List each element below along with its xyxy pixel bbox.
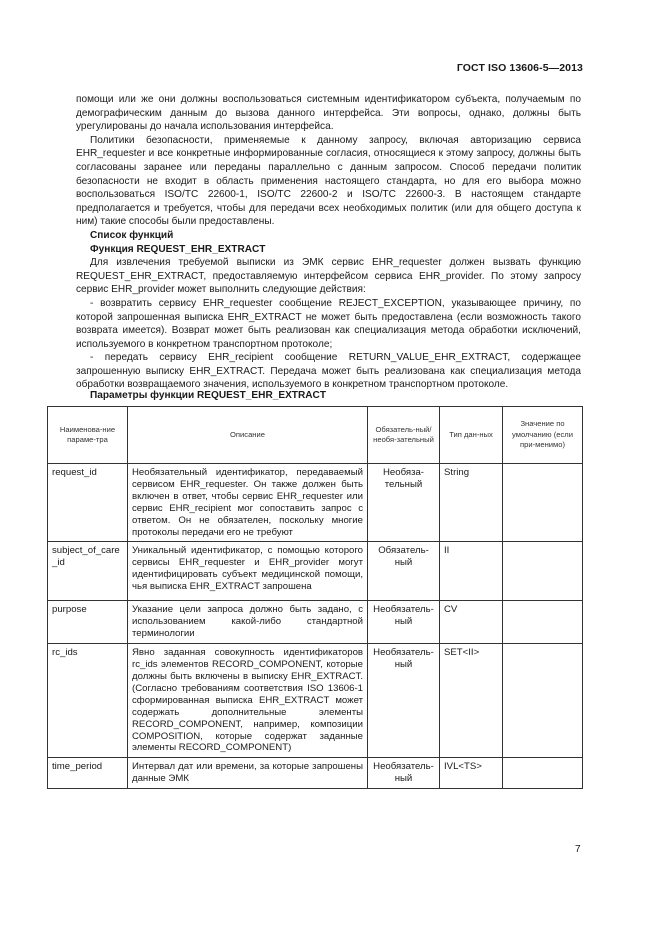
table-header-row (48, 407, 583, 464)
param-default (503, 644, 583, 758)
header-cell: Обязатель-ный/необя-зательный (368, 407, 440, 464)
param-name: time_period (48, 758, 128, 789)
header-cell: Тип дан-ных (440, 407, 503, 464)
header-cell: Наименова-ние параме-тра (48, 407, 128, 464)
function-heading: Функция REQUEST_EHR_EXTRACT (90, 243, 266, 255)
param-type: II (440, 542, 503, 601)
table-row (48, 644, 583, 758)
param-name: subject_of_care_id (48, 542, 128, 601)
param-default (503, 464, 583, 542)
param-default (503, 601, 583, 644)
paragraph: помощи или же они должны воспользоваться системным идентификатором субъекта, получаемым по демографическим данным до вызова данного интерфейса. Эти вопросы, однако, должны быть урегулированы до начала использования интерфейса. (76, 94, 581, 133)
param-description: Указание цели запроса должно быть задано, с использованием какой-либо стандартной терминологии (128, 601, 368, 644)
param-description: Явно заданная совокупность идентификаторов rc_ids элементов RECORD_COMPONENT, которые должны быть включены в выписку EHR_EXTRACT. (Согласно требованиям соответствия ISO 13606-1 сформированная выписка EHR_EXTRACT может содержать дополнительные элементы RECORD_COMPONENT, например, композиции COMPOSITION, которые содержат заданные элементы RECORD_COMPONENT) (128, 644, 368, 758)
param-type: String (440, 464, 503, 542)
param-obligation: Необязатель-ный (368, 644, 440, 758)
table-row (48, 464, 583, 542)
list-item: - возвратить сервису EHR_requester сообщение REJECT_EXCEPTION, указывающее причину, по которой запрошенная выписка EHR_EXTRACT не может быть предоставлена (если возможность такого возврата имеется). Возврат может быть реализован как специализация метода обработки исключений, используемого в конкретном транспортном протоколе; (76, 297, 581, 350)
table-row (48, 601, 583, 644)
param-obligation: Необязатель-ный (368, 601, 440, 644)
param-name: purpose (48, 601, 128, 644)
param-obligation: Необязатель-ный (368, 758, 440, 789)
paragraph: Политики безопасности, применяемые к данному запросу, включая авторизацию сервиса EHR_requester и все конкретные информированные согласия, относящиеся к этому запросу, должны быть согласованы заранее или переданы параллельно с данным запросом. Способ передачи политик безопасности не входит в область применения настоящего стандарта, но для его выбора можно воспользоваться ISO/TC 22600-1, ISO/TC 22600-2 и ISO/TC 22600-3. В настоящем стандарте предполагается и требуется, чтобы для передачи всех необходимых политик (или для общего доступа к ним) такие способы были предоставлены. (76, 134, 581, 228)
parameters-table (47, 406, 583, 789)
table-row (48, 758, 583, 789)
header-cell: Описание (128, 407, 368, 464)
param-type: SET<II> (440, 644, 503, 758)
list-item: - передать сервису EHR_recipient сообщение RETURN_VALUE_EHR_EXTRACT, содержащее запрошенную выписку EHR_EXTRACT. Передача может быть реализована как специализация метода обработки возвращаемого значения, используемого в конкретном транспортном протоколе. (76, 352, 581, 391)
param-name: request_id (48, 464, 128, 542)
table-row (48, 542, 583, 601)
body-text (76, 93, 581, 392)
page-number: 7 (575, 844, 581, 855)
header-cell: Значение по умолчанию (если при-менимо) (503, 407, 583, 464)
paragraph: Для извлечения требуемой выписки из ЭМК сервис EHR_requester должен вызвать функцию REQUEST_EHR_EXTRACT, предоставляемую интерфейсом сервиса EHR_provider. По этому запросу сервис EHR_provider может выполнить следующие действия: (76, 257, 581, 296)
table-caption: Параметры функции REQUEST_EHR_EXTRACT (90, 390, 327, 401)
param-description: Интервал дат или времени, за которые запрошены данные ЭМК (128, 758, 368, 789)
param-default (503, 542, 583, 601)
param-description: Необязательный идентификатор, передаваемый сервисом EHR_requester. Он также должен быть включен в ответ, чтобы сервис EHR_requester или сервис EHR_recipient мог сопоставить запрос с ответом. Он не обязателен, поскольку многие протоколы передачи его не требуют (128, 464, 368, 542)
param-name: rc_ids (48, 644, 128, 758)
document-header: ГОСТ ISO 13606-5—2013 (456, 62, 583, 74)
param-description: Уникальный идентификатор, с помощью которого сервисы EHR_requester и EHR_provider могут идентифицировать субъект медицинской помощи, чья выписка EHR_EXTRACT запрошена (128, 542, 368, 601)
param-type: IVL<TS> (440, 758, 503, 789)
param-type: CV (440, 601, 503, 644)
param-default (503, 758, 583, 789)
param-obligation: Обязатель-ный (368, 542, 440, 601)
param-obligation: Необяза-тельный (368, 464, 440, 542)
section-heading: Список функций (90, 229, 174, 241)
